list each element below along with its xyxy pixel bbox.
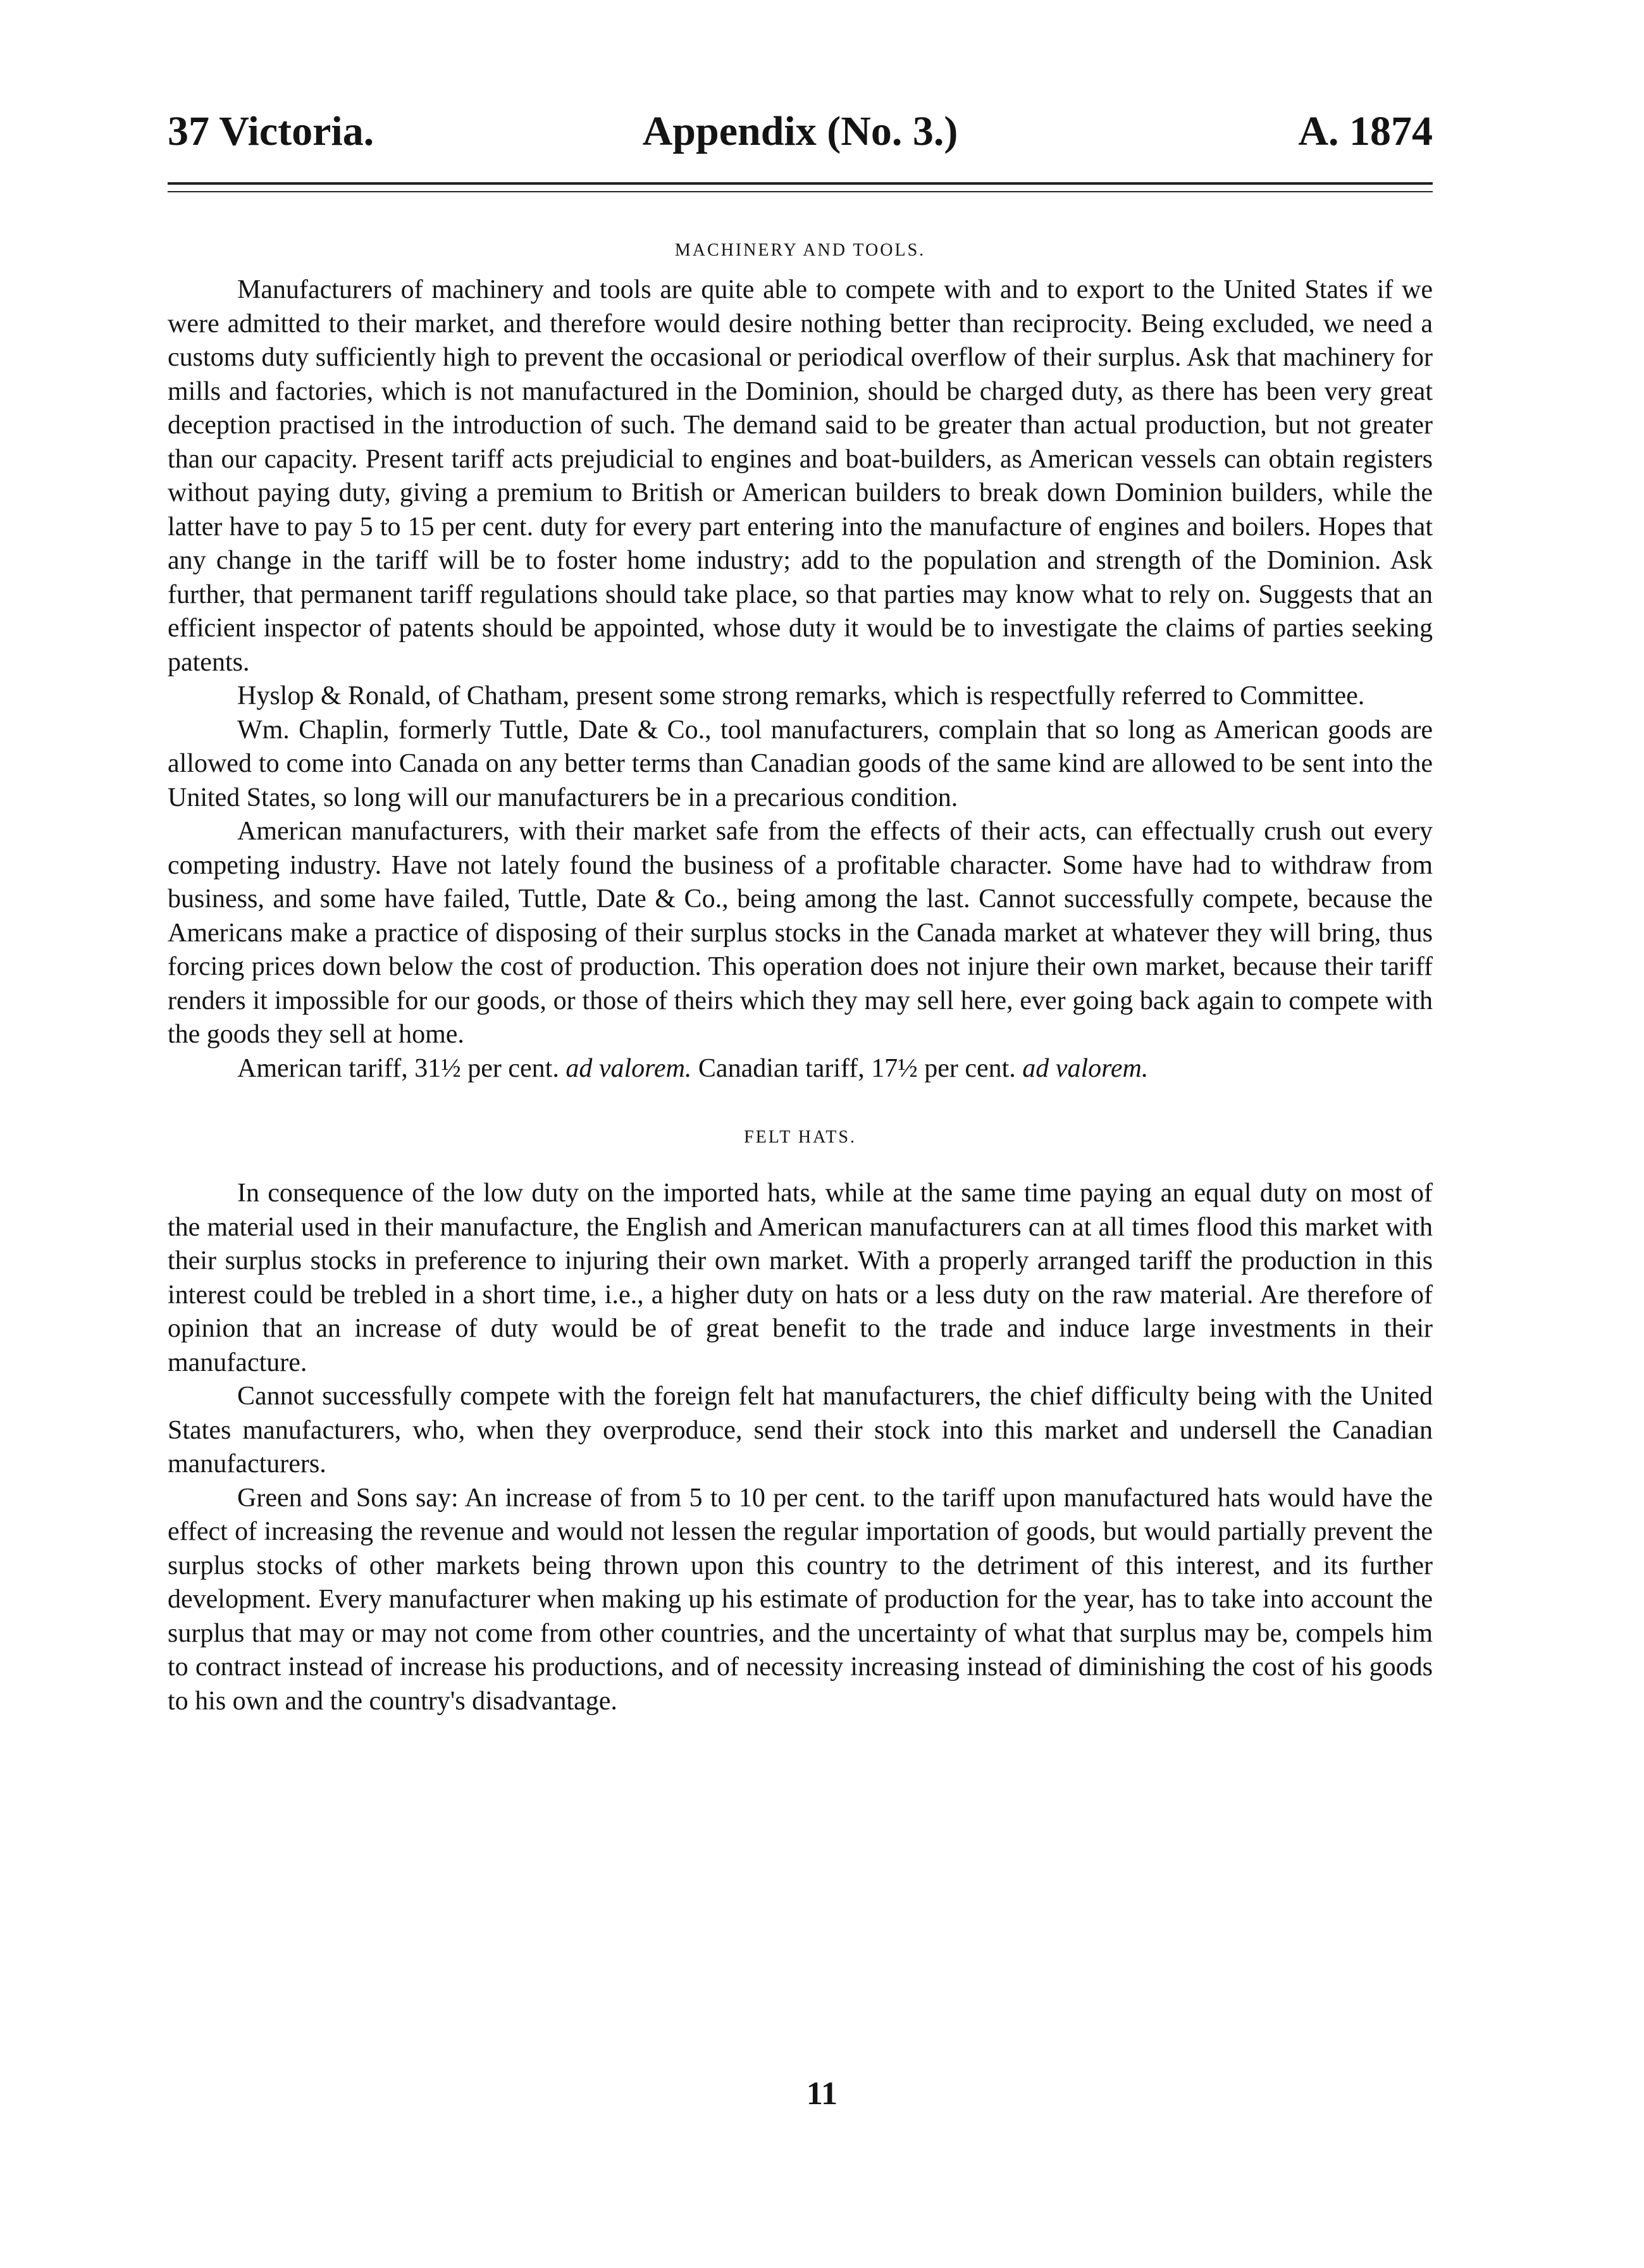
paragraph: Green and Sons say: An increase of from 5 to 10 per cent. to the tariff upon manufactured hats would have the effect of increasing the revenue and would not lessen the regular importation of goods, but would partially prevent the surplus stocks of other markets being thrown upon this country to the detriment of this interest, and its further development. Every manufacturer when making up his estimate of production for the year, has to take into account the surplus that may or may not come from other countries, and the uncertainty of what that surplus may be, compels him to contract instead of increase his productions, and of necessity increasing instead of diminishing the cost of his goods to his own and the country's disadvantage. xyxy=(168,1483,1433,1716)
paragraph: Cannot successfully compete with the foreign felt hat manufacturers, the chief difficulty being with the United States manufacturers, who, when they overproduce, send their stock into this market and undersell the Canadian manufacturers. xyxy=(168,1382,1433,1478)
header-rule-thin xyxy=(168,191,1433,192)
section-heading-felt-hats: FELT HATS. xyxy=(744,1127,856,1147)
american-tariff-label: American tariff, 31½ per cent. xyxy=(237,1053,559,1083)
american-tariff-italic: ad valorem. xyxy=(566,1053,692,1083)
canadian-tariff-italic: ad valorem. xyxy=(1022,1053,1149,1083)
header-year: A. 1874 xyxy=(1298,108,1433,154)
paragraph: American manufacturers, with their market safe from the effects of their acts, can effectually crush out every competing industry. Have not lately found the business of a profitable character. Some have had to withdraw from business, and some have failed, Tuttle, Date & Co., being among the last. Cannot successfully compete, because the Americans make a practice of disposing of their surplus stocks in the Canada market at whatever they will bring, thus forcing prices down below the cost of production. This operation does not injure their own market, because their tariff renders it impossible for our goods, or those of theirs which they may sell here, ever going back again to compete with the goods they sell at home. xyxy=(168,817,1433,1049)
page-header xyxy=(168,108,1433,158)
paragraph: Wm. Chaplin, formerly Tuttle, Date & Co., tool manufacturers, complain that so long as American goods are allowed to come into Canada on any better terms than Canadian goods of the same kind are allowed to be sent into the United States, so long will our manufacturers be in a precarious condition. xyxy=(168,715,1433,812)
canadian-tariff-label: Canadian tariff, 17½ per cent. xyxy=(698,1053,1016,1083)
body-text xyxy=(168,240,1433,1718)
paragraph: Manufacturers of machinery and tools are quite able to compete with and to export to the United States if we were admitted to their market, and therefore would desire nothing better than reciprocity. Being excluded, we need a customs duty sufficiently high to prevent the occasional or periodical overflow of their surplus. Ask that machinery for mills and factories, which is not manufactured in the Dominion, should be charged duty, as there has been very great deception practised in the introduction of such. The demand said to be greater than actual production, but not greater than our capacity. Present tariff acts prejudicial to engines and boat-builders, as American vessels can obtain registers without paying duty, giving a premium to British or American builders to break down Dominion builders, while the latter have to pay 5 to 15 per cent. duty for every part entering into the manufacture of engines and boilers. Hopes that any change in the tariff will be to foster home industry; add to the population and strength of the Dominion. Ask further, that permanent tariff regulations should take place, so that parties may know what to rely on. Suggests that an efficient inspector of patents should be appointed, whose duty it would be to investigate the claims of parties seeking patents. xyxy=(168,275,1433,677)
header-rule-thick xyxy=(168,182,1433,185)
section-heading-machinery: MACHINERY AND TOOLS. xyxy=(674,240,926,260)
tariff-comparison xyxy=(168,1052,1433,1086)
paragraph: In consequence of the low duty on the imported hats, while at the same time paying an equal duty on most of the material used in their manufacture, the English and American manufacturers can at all times flood this market with their surplus stocks in preference to injuring their own market. With a properly arranged tariff the production in this interest could be trebled in a short time, i.e., a higher duty on hats or a less duty on the raw material. Are therefore of opinion that an increase of duty would be of great benefit to the trade and induce large investments in their manufacture. xyxy=(168,1179,1433,1377)
paragraph: Hyslop & Ronald, of Chatham, present some strong remarks, which is respectfully referred to Committee. xyxy=(237,681,1365,710)
header-session: 37 Victoria. xyxy=(168,108,374,154)
page-number: 11 xyxy=(806,2076,838,2112)
header-appendix: Appendix (No. 3.) xyxy=(642,108,958,154)
